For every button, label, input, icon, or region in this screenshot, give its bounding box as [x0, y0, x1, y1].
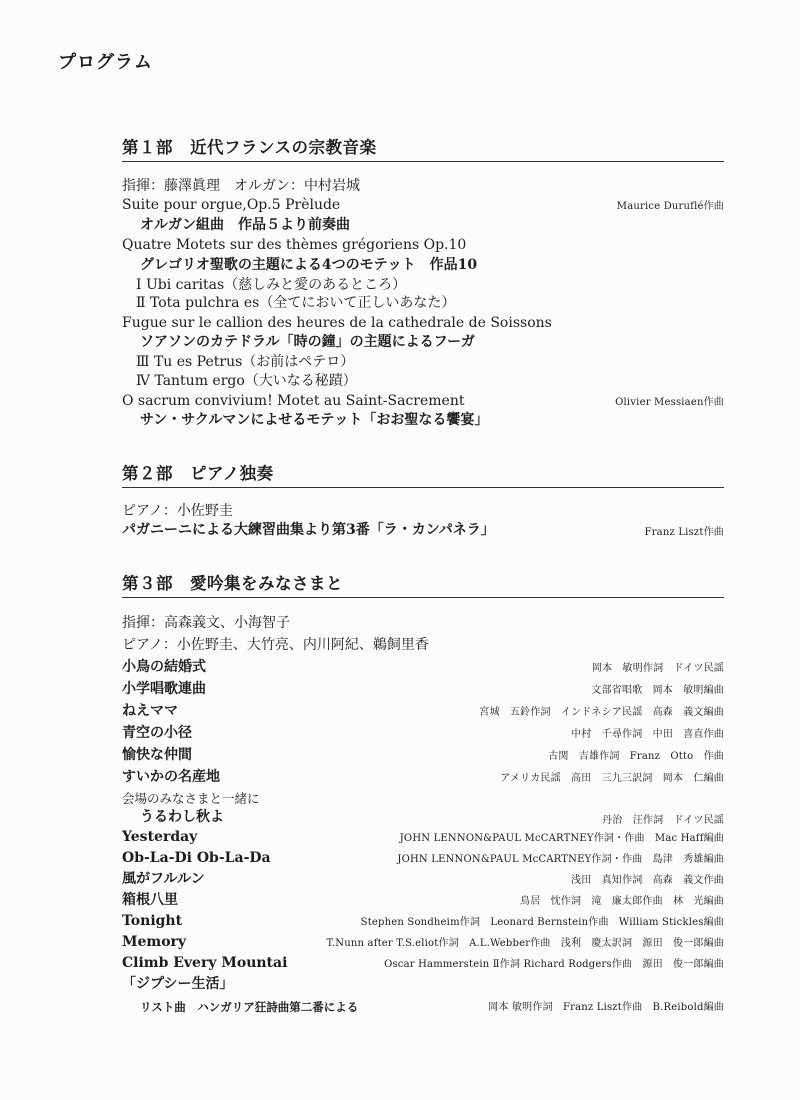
part3-piano: ピアノ：小佐野圭、大竹亮、内川阿紀、鵜飼里香: [122, 637, 429, 653]
part3-item-credit: Stephen Sondheim作詞 Leonard Bernstein作曲 William Stickles編曲: [360, 917, 724, 928]
part3-item-title: すいかの名産地: [122, 769, 220, 785]
part1-line-9: Ⅲ Tu es Petrus（お前はペテロ）: [136, 354, 355, 370]
part3-item-credit: 浅田 真知作詞 高森 義文作曲: [571, 875, 724, 886]
part3-last-line: リスト曲 ハンガリア狂詩曲第二番による: [140, 1000, 359, 1014]
part3-item-title: 風がフルルン: [122, 871, 205, 887]
part3-item-title: Yesterday: [122, 829, 198, 845]
part1-credit-messiaen: Olivier Messiaen作曲: [615, 397, 724, 408]
part3-item-title: 小鳥の結婚式: [122, 659, 206, 675]
part3-item-title: うるわし秋よ: [140, 809, 224, 825]
part3-item-credit: 中村 千尋作詞 中田 喜直作曲: [571, 729, 724, 740]
part3-item-title: 「ジプシー生活」: [122, 976, 234, 992]
part1-line-12: サン・サクルマンによせるモテット「おお聖なる饗宴」: [140, 412, 489, 428]
part3-item-title: ねえママ: [122, 703, 178, 719]
part3-item-credit: 古関 吉雄作詞 Franz Otto 作曲: [548, 751, 724, 762]
part1-line-3: Quatre Motets sur des thèmes grégoriens Op.10: [122, 237, 467, 253]
part1-line-11: O sacrum convivium! Motet au Saint-Sacrement: [122, 393, 465, 409]
part3-item-credit: Oscar Hammerstein Ⅱ作詞 Richard Rodgers作曲 源田 俊一郎編曲: [384, 959, 724, 970]
part3-last-credit: 岡本 敏明作詞 Franz Liszt作曲 B.Reibold編曲: [488, 1002, 724, 1013]
part3-together-note: 会場のみなさまと一緒に: [122, 791, 260, 806]
part3-item-credit: JOHN LENNON&PAUL McCARTNEY作詞・作曲 Mac Haff編曲: [399, 833, 724, 844]
part3-item-title: 箱根八里: [122, 892, 178, 908]
part1-line-6: Ⅱ Tota pulchra es（全てにおいて正しいあなた）: [136, 295, 456, 311]
part3-item-credit: 文部省唱歌 岡本 敏明編曲: [591, 685, 724, 696]
part1-credit-durufle: Maurice Duruflé作曲: [616, 201, 724, 212]
part2-credit: Franz Liszt作曲: [644, 527, 724, 538]
part3-item-title: 愉快な仲間: [122, 747, 192, 763]
part3-item-title: 小学唱歌連曲: [122, 681, 206, 697]
part2-piece: パガニーニによる大練習曲集より第3番「ラ・カンパネラ」: [122, 522, 495, 538]
part1-line-7: Fugue sur le callion des heures de la cathedrale de Soissons: [122, 315, 552, 331]
part1-line-2: オルガン組曲 作品５より前奏曲: [140, 217, 350, 233]
page-title: プログラム: [58, 52, 153, 73]
part3-item-title: Tonight: [122, 913, 183, 929]
part3-item-title: Memory: [122, 934, 187, 950]
part1-line-10: Ⅳ Tantum ergo（大いなる秘蹟）: [136, 373, 357, 389]
part1-line-5: Ⅰ Ubi caritas（慈しみと愛のあるところ）: [136, 277, 407, 293]
part3-item-credit: T.Nunn after T.S.eliot作詞 A.L.Webber作曲 浅利 慶太訳詞 源田 俊一郎編曲: [326, 938, 724, 949]
part3-item-title: 青空の小径: [122, 725, 192, 741]
part3-item-credit: 岡本 敏明作詞 ドイツ民謡: [591, 663, 724, 674]
part1-heading: 第１部 近代フランスの宗教音楽: [122, 134, 724, 162]
part1-line-8: ソアソンのカテドラル「時の鐘」の主題によるフーガ: [140, 334, 475, 350]
part1-line-1: Suite pour orgue,Op.5 Prèlude: [122, 197, 341, 213]
part1-performers: 指揮：藤澤眞理 オルガン：中村岩城: [122, 178, 360, 194]
part3-item-credit: 鳥居 忱作詞 滝 廉太郎作曲 林 光編曲: [520, 896, 724, 907]
part3-heading: 第３部 愛吟集をみなさまと: [122, 570, 724, 598]
part3-item-credit: JOHN LENNON&PAUL McCARTNEY作詞・作曲 島津 秀雄編曲: [397, 854, 724, 865]
part2-performers: ピアノ：小佐野圭: [122, 503, 233, 519]
part3-item-credit: アメリカ民謡 高田 三九三訳詞 岡本 仁編曲: [500, 773, 724, 784]
part1-line-4: グレゴリオ聖歌の主題による4つのモテット 作品10: [140, 257, 478, 273]
part3-item-credit: 丹治 汪作詞 ドイツ民謡: [602, 815, 724, 826]
part3-item-title: Climb Every Mountai: [122, 955, 288, 971]
part3-conductor: 指揮：高森義文、小海智子: [122, 615, 290, 631]
part2-heading: 第２部 ピアノ独奏: [122, 460, 724, 488]
part3-item-title: Ob-La-Di Ob-La-Da: [122, 850, 271, 866]
part3-item-credit: 宮城 五鈴作詞 インドネシア民謡 高森 義文編曲: [479, 707, 724, 718]
